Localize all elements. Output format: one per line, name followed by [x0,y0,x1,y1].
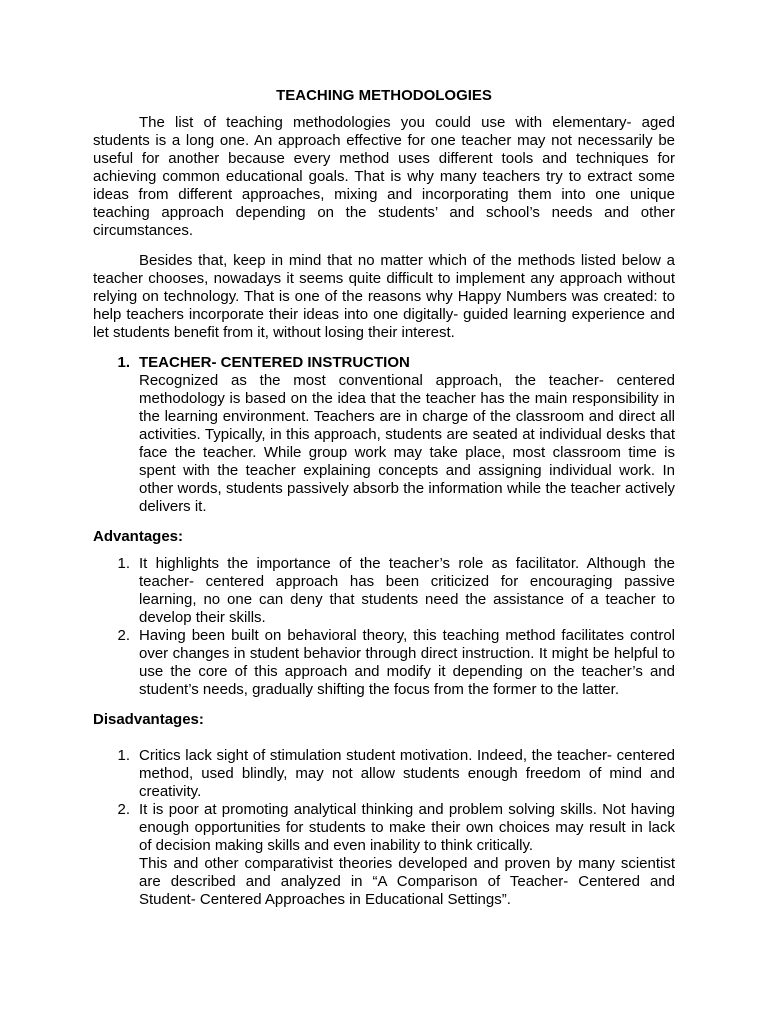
section-number: 1. [117,354,130,371]
list-number: 2. [117,627,130,644]
technology-paragraph: Besides that, keep in mind that no matter which of the methods listed below a teacher chooses, nowadays it seems quite difficult to implement any approach without relying on technology. That is one of the reasons why Happy Numbers was created: to help teachers incorporate their ideas into one digitally- guided learning experience and let students benefit from it, without losing their interest. [93,252,675,341]
list-text: Having been built on behavioral theory, this teaching method facilitates control over changes in student behavior through direct instruction. It might be helpful to use the core of this approach and modify it depending on the teacher’s and student’s needs, gradually shifting the focus from the former to the latter. [139,627,675,698]
list-item [93,747,675,801]
disadvantages-heading: Disadvantages: [93,711,204,728]
advantages-heading: Advantages: [93,528,184,545]
disadvantages-list [93,747,675,909]
list-item [93,627,675,699]
list-number: 2. [117,801,130,818]
list-item [93,555,675,627]
list-text: It highlights the importance of the teacher’s role as facilitator. Although the teacher- centered approach has been criticized for encouraging passive learning, no one can deny that students need the assistance of a teacher to develop their skills. [139,555,675,626]
section-title: TEACHER- CENTERED INSTRUCTION [139,354,410,371]
list-text: Critics lack sight of stimulation student motivation. Indeed, the teacher- centered method, used blindly, may not allow students enough freedom of mind and creativity. [139,747,675,800]
list-text-main: It is poor at promoting analytical thinking and problem solving skills. Not having enough opportunities for students to make their own choices may result in lack of decision making skills and even inability to think critically. [139,801,675,854]
list-number: 1. [117,555,130,572]
list-text [139,801,675,909]
section-text: Recognized as the most conventional approach, the teacher- centered methodology is based on the idea that the teacher has the main responsibility in the learning environment. Teachers are in charge of the classroom and direct all activities. Typically, in this approach, students are seated at individual desks that face the teacher. While group work may take place, most classroom time is spent with the teacher explaining concepts and assigning individual work. In other words, students passively absorb the information while the teacher actively delivers it. [139,372,675,515]
document-title: TEACHING METHODOLOGIES [276,87,492,104]
advantages-list [93,555,675,699]
reference-note: This and other comparativist theories developed and proven by many scientist are described and analyzed in “A Comparison of Teacher- Centered and Student- Centered Approaches in Educational Settings”. [139,855,675,908]
list-number: 1. [117,747,130,764]
section-body [139,354,675,516]
list-item [93,801,675,909]
section-teacher-centered [93,354,675,516]
intro-paragraph: The list of teaching methodologies you could use with elementary- aged students is a long one. An approach effective for one teacher may not necessarily be useful for another because every method uses different tools and techniques for achieving common educational goals. That is why many teachers try to extract some ideas from different approaches, mixing and incorporating them into one unique teaching approach depending on the students’ and school’s needs and other circumstances. [93,114,675,239]
